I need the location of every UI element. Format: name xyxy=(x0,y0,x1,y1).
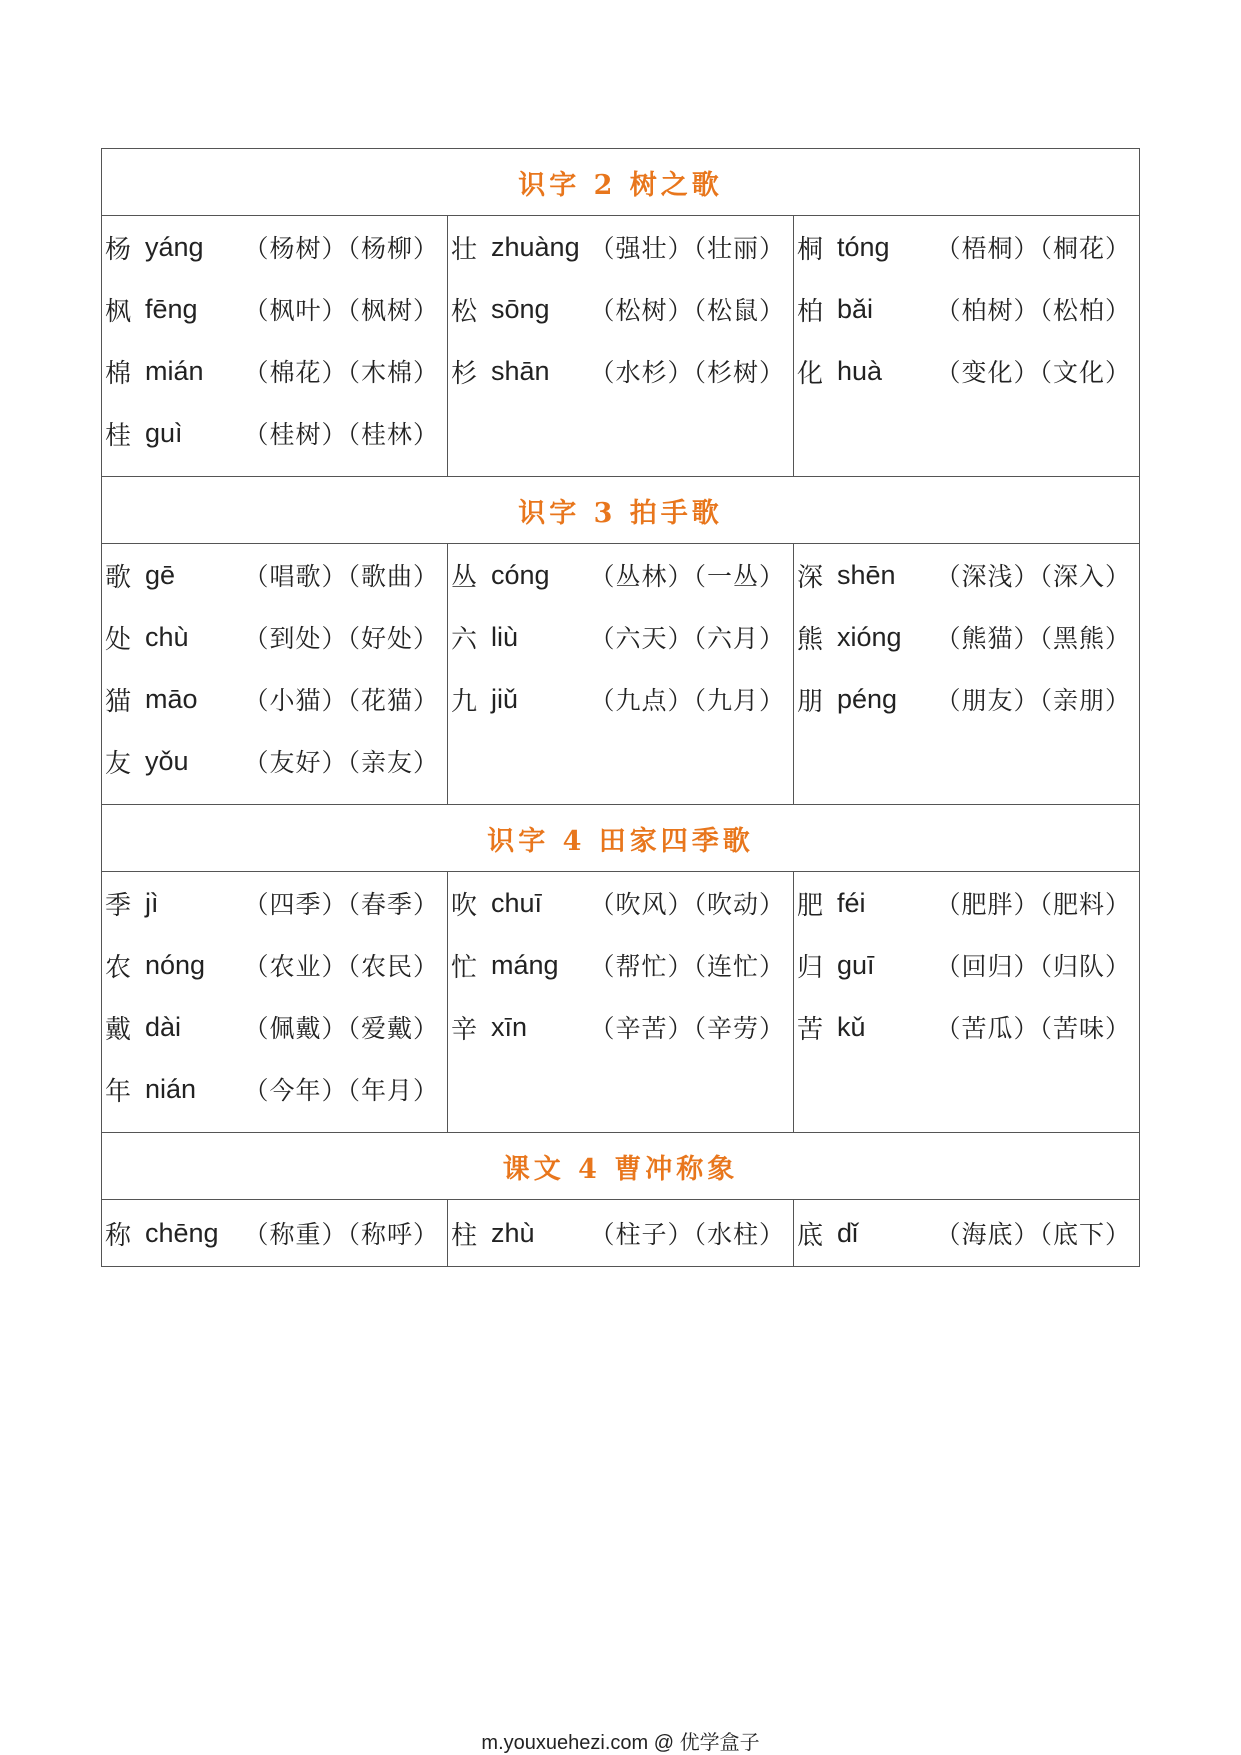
vocab-entry xyxy=(794,278,1139,340)
entry-words: （海底）（底下） xyxy=(935,1220,1131,1249)
vocab-entry xyxy=(102,278,447,340)
entry-words: （棉花）（木棉） xyxy=(243,358,439,387)
entry-pinyin: zhuàng xyxy=(491,231,580,262)
entry-character: 六 xyxy=(451,624,478,655)
entry-pinyin: mián xyxy=(145,355,204,386)
entry-pinyin: dǐ xyxy=(837,1217,859,1248)
entry-character: 壮 xyxy=(451,234,478,265)
entry-pinyin: bǎi xyxy=(837,293,874,324)
entry-words: （朋友）（亲朋） xyxy=(935,686,1131,715)
vocab-entry xyxy=(448,606,793,668)
entry-column xyxy=(794,216,1140,477)
entry-pinyin: máng xyxy=(491,949,559,980)
entry-column xyxy=(448,1200,794,1267)
entry-words: （杨树）（杨柳） xyxy=(243,234,439,263)
entry-pinyin: māo xyxy=(145,683,198,714)
entry-words: （帮忙）（连忙） xyxy=(589,952,785,981)
entry-pinyin: huà xyxy=(837,355,883,386)
entry-words: （苦瓜）（苦味） xyxy=(935,1014,1131,1043)
entry-column xyxy=(102,872,448,1133)
vocab-entry xyxy=(448,996,793,1058)
entry-pinyin: shān xyxy=(491,355,550,386)
entry-words: （柱子）（水柱） xyxy=(589,1220,785,1249)
section-header-row xyxy=(102,149,1140,216)
entry-pinyin: jì xyxy=(145,887,159,918)
vocab-entry xyxy=(794,606,1139,668)
entry-words: （到处）（好处） xyxy=(243,624,439,653)
entry-pinyin: guī xyxy=(837,949,875,980)
entry-character: 农 xyxy=(105,952,132,983)
entry-character: 九 xyxy=(451,686,478,717)
entry-character: 杉 xyxy=(451,358,478,389)
footer-watermark: m.youxuehezi.com @ 优学盒子 xyxy=(481,1732,760,1754)
entry-words: （回归）（归队） xyxy=(935,952,1131,981)
vocab-entry xyxy=(794,934,1139,996)
vocab-entry xyxy=(794,216,1139,278)
vocab-entry xyxy=(448,934,793,996)
entry-character: 棉 xyxy=(105,358,132,389)
vocab-entry xyxy=(102,1058,447,1120)
vocab-entry xyxy=(102,996,447,1058)
section-header-row xyxy=(102,477,1140,544)
entry-character: 吹 xyxy=(451,890,478,921)
entry-character: 桂 xyxy=(105,420,132,451)
entry-character: 柱 xyxy=(451,1220,478,1251)
entry-pinyin: nóng xyxy=(145,949,206,980)
entry-character: 熊 xyxy=(797,624,824,655)
entry-words: （桂树）（桂林） xyxy=(243,420,439,449)
vocab-entry xyxy=(102,402,447,464)
entry-character: 深 xyxy=(797,562,824,593)
entry-character: 柏 xyxy=(797,296,824,327)
entry-words: （枫叶）（枫树） xyxy=(243,296,439,325)
entry-words: （九点）（九月） xyxy=(589,686,785,715)
entry-pinyin: yáng xyxy=(145,231,204,262)
entry-character: 季 xyxy=(105,890,132,921)
vocab-entry xyxy=(794,668,1139,730)
entry-character: 丛 xyxy=(451,562,478,593)
vocab-entry xyxy=(102,872,447,934)
vocab-entry xyxy=(102,730,447,792)
vocab-entry xyxy=(448,340,793,402)
entry-character: 称 xyxy=(105,1220,132,1251)
entry-words: （小猫）（花猫） xyxy=(243,686,439,715)
entry-character: 底 xyxy=(797,1220,824,1251)
entry-column xyxy=(102,544,448,805)
entry-character: 化 xyxy=(797,358,824,389)
entry-words: （农业）（农民） xyxy=(243,952,439,981)
entry-words: （柏树）（松柏） xyxy=(935,296,1131,325)
vocab-entry xyxy=(794,1200,1139,1266)
entry-pinyin: féi xyxy=(837,887,866,918)
entry-pinyin: liù xyxy=(491,621,519,652)
entry-words: （唱歌）（歌曲） xyxy=(243,562,439,591)
vocab-entry xyxy=(448,216,793,278)
entry-character: 杨 xyxy=(105,234,132,265)
entry-column xyxy=(448,872,794,1133)
section-entries-row xyxy=(102,544,1140,805)
entry-words: （梧桐）（桐花） xyxy=(935,234,1131,263)
entry-character: 枫 xyxy=(105,296,132,327)
entry-words: （松树）（松鼠） xyxy=(589,296,785,325)
entry-character: 猫 xyxy=(105,686,132,717)
entry-words: （变化）（文化） xyxy=(935,358,1131,387)
entry-pinyin: chuī xyxy=(491,887,543,918)
entry-pinyin: kǔ xyxy=(837,1011,866,1042)
entry-words: （强壮）（壮丽） xyxy=(589,234,785,263)
entry-pinyin: chù xyxy=(145,621,189,652)
entry-character: 歌 xyxy=(105,562,132,593)
entry-words: （丛林）（一丛） xyxy=(589,562,785,591)
vocab-entry xyxy=(102,934,447,996)
entry-pinyin: xīn xyxy=(491,1011,528,1042)
section-entries-row xyxy=(102,1200,1140,1267)
entry-character: 肥 xyxy=(797,890,824,921)
entry-pinyin: sōng xyxy=(491,293,550,324)
entry-pinyin: guì xyxy=(145,417,183,448)
entry-character: 辛 xyxy=(451,1014,478,1045)
section-title: 识字 2 树之歌 xyxy=(102,149,1140,216)
entry-character: 归 xyxy=(797,952,824,983)
vocab-entry xyxy=(794,544,1139,606)
entry-words: （辛苦）（辛劳） xyxy=(589,1014,785,1043)
entry-pinyin: jiǔ xyxy=(491,683,519,714)
entry-column xyxy=(102,1200,448,1267)
entry-pinyin: dài xyxy=(145,1011,182,1042)
vocab-entry xyxy=(102,340,447,402)
entry-pinyin: nián xyxy=(145,1073,197,1104)
section-title: 识字 4 田家四季歌 xyxy=(102,805,1140,872)
section-entries-row xyxy=(102,872,1140,1133)
entry-pinyin: yǒu xyxy=(145,745,189,776)
vocabulary-table-body xyxy=(102,149,1140,1267)
entry-character: 松 xyxy=(451,296,478,327)
vocab-entry xyxy=(102,606,447,668)
entry-pinyin: cóng xyxy=(491,559,550,590)
entry-character: 处 xyxy=(105,624,132,655)
entry-words: （友好）（亲友） xyxy=(243,748,439,777)
entry-column xyxy=(794,1200,1140,1267)
vocab-entry xyxy=(102,1200,447,1266)
entry-pinyin: chēng xyxy=(145,1217,219,1248)
section-header-row xyxy=(102,805,1140,872)
entry-column xyxy=(794,872,1140,1133)
entry-pinyin: zhù xyxy=(491,1217,535,1248)
entry-pinyin: xióng xyxy=(837,621,902,652)
entry-column xyxy=(448,216,794,477)
entry-words: （四季）（春季） xyxy=(243,890,439,919)
vocab-entry xyxy=(448,1200,793,1266)
section-title: 识字 3 拍手歌 xyxy=(102,477,1140,544)
entry-pinyin: shēn xyxy=(837,559,896,590)
entry-pinyin: tóng xyxy=(837,231,890,262)
vocab-entry xyxy=(794,872,1139,934)
entry-words: （深浅）（深入） xyxy=(935,562,1131,591)
entry-column xyxy=(448,544,794,805)
entry-character: 友 xyxy=(105,748,132,779)
entry-character: 桐 xyxy=(797,234,824,265)
entry-words: （吹风）（吹动） xyxy=(589,890,785,919)
entry-character: 苦 xyxy=(797,1014,824,1045)
entry-words: （六天）（六月） xyxy=(589,624,785,653)
vocab-entry xyxy=(102,544,447,606)
entry-pinyin: fēng xyxy=(145,293,198,324)
entry-pinyin: péng xyxy=(837,683,898,714)
vocab-entry xyxy=(794,340,1139,402)
vocab-entry xyxy=(102,216,447,278)
vocab-entry xyxy=(102,668,447,730)
entry-pinyin: gē xyxy=(145,559,176,590)
section-title: 课文 4 曹冲称象 xyxy=(102,1133,1140,1200)
entry-words: （肥胖）（肥料） xyxy=(935,890,1131,919)
entry-words: （熊猫）（黑熊） xyxy=(935,624,1131,653)
vocab-entry xyxy=(448,872,793,934)
entry-column xyxy=(794,544,1140,805)
vocabulary-table xyxy=(101,148,1140,1267)
entry-words: （水杉）（杉树） xyxy=(589,358,785,387)
entry-character: 朋 xyxy=(797,686,824,717)
entry-character: 年 xyxy=(105,1076,132,1107)
entry-character: 忙 xyxy=(451,952,478,983)
section-entries-row xyxy=(102,216,1140,477)
entry-words: （称重）（称呼） xyxy=(243,1220,439,1249)
vocab-entry xyxy=(794,996,1139,1058)
entry-words: （今年）（年月） xyxy=(243,1076,439,1105)
section-header-row xyxy=(102,1133,1140,1200)
vocab-entry xyxy=(448,668,793,730)
vocab-entry xyxy=(448,278,793,340)
vocab-entry xyxy=(448,544,793,606)
entry-column xyxy=(102,216,448,477)
entry-character: 戴 xyxy=(105,1014,132,1045)
entry-words: （佩戴）（爱戴） xyxy=(243,1014,439,1043)
